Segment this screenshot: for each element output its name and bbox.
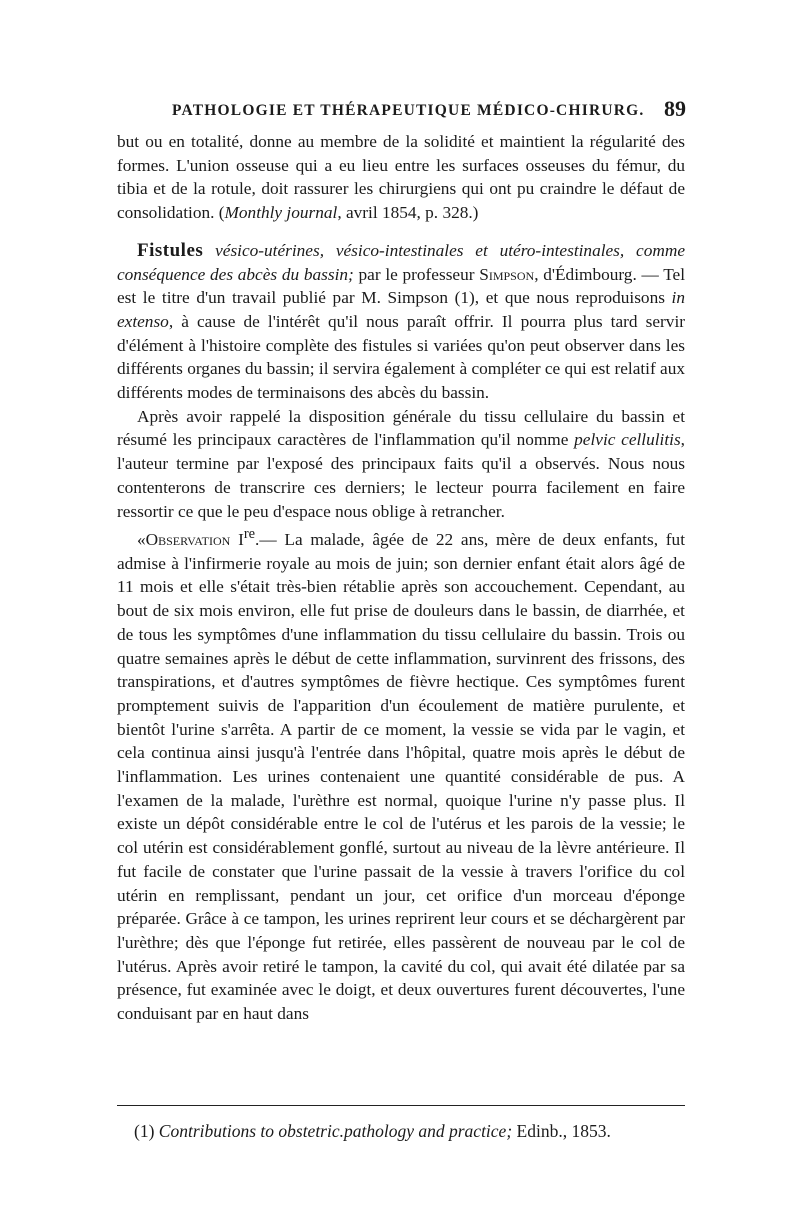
in-extenso: in extenso <box>117 288 685 331</box>
term-pelvic-cellulitis: pelvic cellulitis <box>574 430 681 450</box>
journal-title: Monthly journal <box>224 203 338 223</box>
footnote-title: Contributions to obstetric.pathology and practice; <box>158 1121 513 1141</box>
running-title: PATHOLOGIE ET THÉRAPEUTIQUE MÉDICO-CHIRURG. <box>172 102 645 119</box>
body-text <box>117 130 685 1026</box>
footnote: (1) Contributions to obstetric.pathology and practice; Edinb., 1853. <box>134 1121 611 1141</box>
article-title-keyword: Fistules <box>137 239 204 261</box>
footnote-rule <box>117 1105 685 1106</box>
observation-label: Observation <box>145 530 231 550</box>
paragraph-continuation: but ou en totalité, donne au membre de la solidité et maintient la régularité des formes. L'union osseuse qui a eu lieu entre les surfaces osseuses du fémur, du tibia et de la rotule, doit rassurer les chirurgiens qui ont pu craindre le défaut de consolidation. (Monthly journal, avril 1854, p. 328.) <box>117 132 685 223</box>
page-header <box>118 96 686 124</box>
author-name: Simpson <box>479 264 535 284</box>
page-number: 89 <box>664 96 686 121</box>
article-paragraph: Fistules vésico-utérines, vésico-intestinales et utéro-intestinales, comme conséquence des abcès du bassin; par le professeur Simpson, d'Édimbourg. — Tel est le titre d'un travail publié par M. Simpson (1), et que nous reproduisons in extenso, à cause de l'intérêt qu'il nous paraît offrir. Il pourra plus tard servir d'élément à l'histoire complète des fistules si variées qu'on peut observer dans les différents organes du bassin; il servira également à compléter ce qui est relatif aux différents modes de terminaisons des abcès du bassin. <box>117 239 686 403</box>
observation-paragraph: «Observation Ire.— La malade, âgée de 22 ans, mère de deux enfants, fut admise à l'infirmerie royale au mois de juin; son dernier enfant était alors âgé de 11 mois et elle s'était très-bien rétablie après son accouchement. Cependant, au bout de six mois environ, elle fut prise de douleurs dans le bassin, de diarrhée, et de tous les symptômes d'une inflammation du tissu cellulaire du bassin. Trois ou quatre semaines après le début de cette inflammation, survinrent des frissons, des transpirations, et d'autres symptômes de fièvre hectique. Ces symptômes furent promptement suivis de l'apparition d'un écoulement de matière purulente, et bientôt l'urine s'arrêta. A partir de ce moment, la vessie se vida par le vagin, et cela continua ainsi jusqu'à l'entrée dans l'hôpital, quatre mois après le début de l'inflammation. Les urines contenaient une quantité considérable de pus. A l'examen de la malade, l'urèthre est normal, quoique l'urine n'y passe plus. Il existe un dépôt considérable entre le col de l'utérus et les parois de la vessie; le col utérin est considérablement gonflé, surtout au niveau de la lèvre antérieure. Il fut facile de constater que l'urine passait de la vessie à travers l'orifice du col utérin en remplissant, pendant un jour, cet orifice d'un morceau d'éponge préparée. Grâce à ce tampon, les urines reprirent leur cours et se déchargèrent par l'urèthre; dès que l'éponge fut retirée, elles passèrent de nouveau par le col de l'utérus. Après avoir retiré le tampon, la cavité du col, qui avait été dilatée par sa présence, fut examinée avec le doigt, et deux ouvertures furent découvertes, l'une conduisant par en haut dans <box>117 526 685 1024</box>
summary-paragraph: Après avoir rappelé la disposition générale du tissu cellulaire du bassin et résumé les principaux caractères de l'inflammation qu'il nomme pelvic cellulitis, l'auteur termine par l'exposé des principaux faits qu'il a observés. Nous nous contenterons de transcrire ces derniers; le lecteur pourra facilement en faire ressortir ce que le peu d'espace nous oblige à retrancher. <box>117 406 685 521</box>
article-title: vésico-utérines, vésico-intestinales et utéro-intestinales, comme conséquence des abcès du bassin; <box>117 240 685 284</box>
